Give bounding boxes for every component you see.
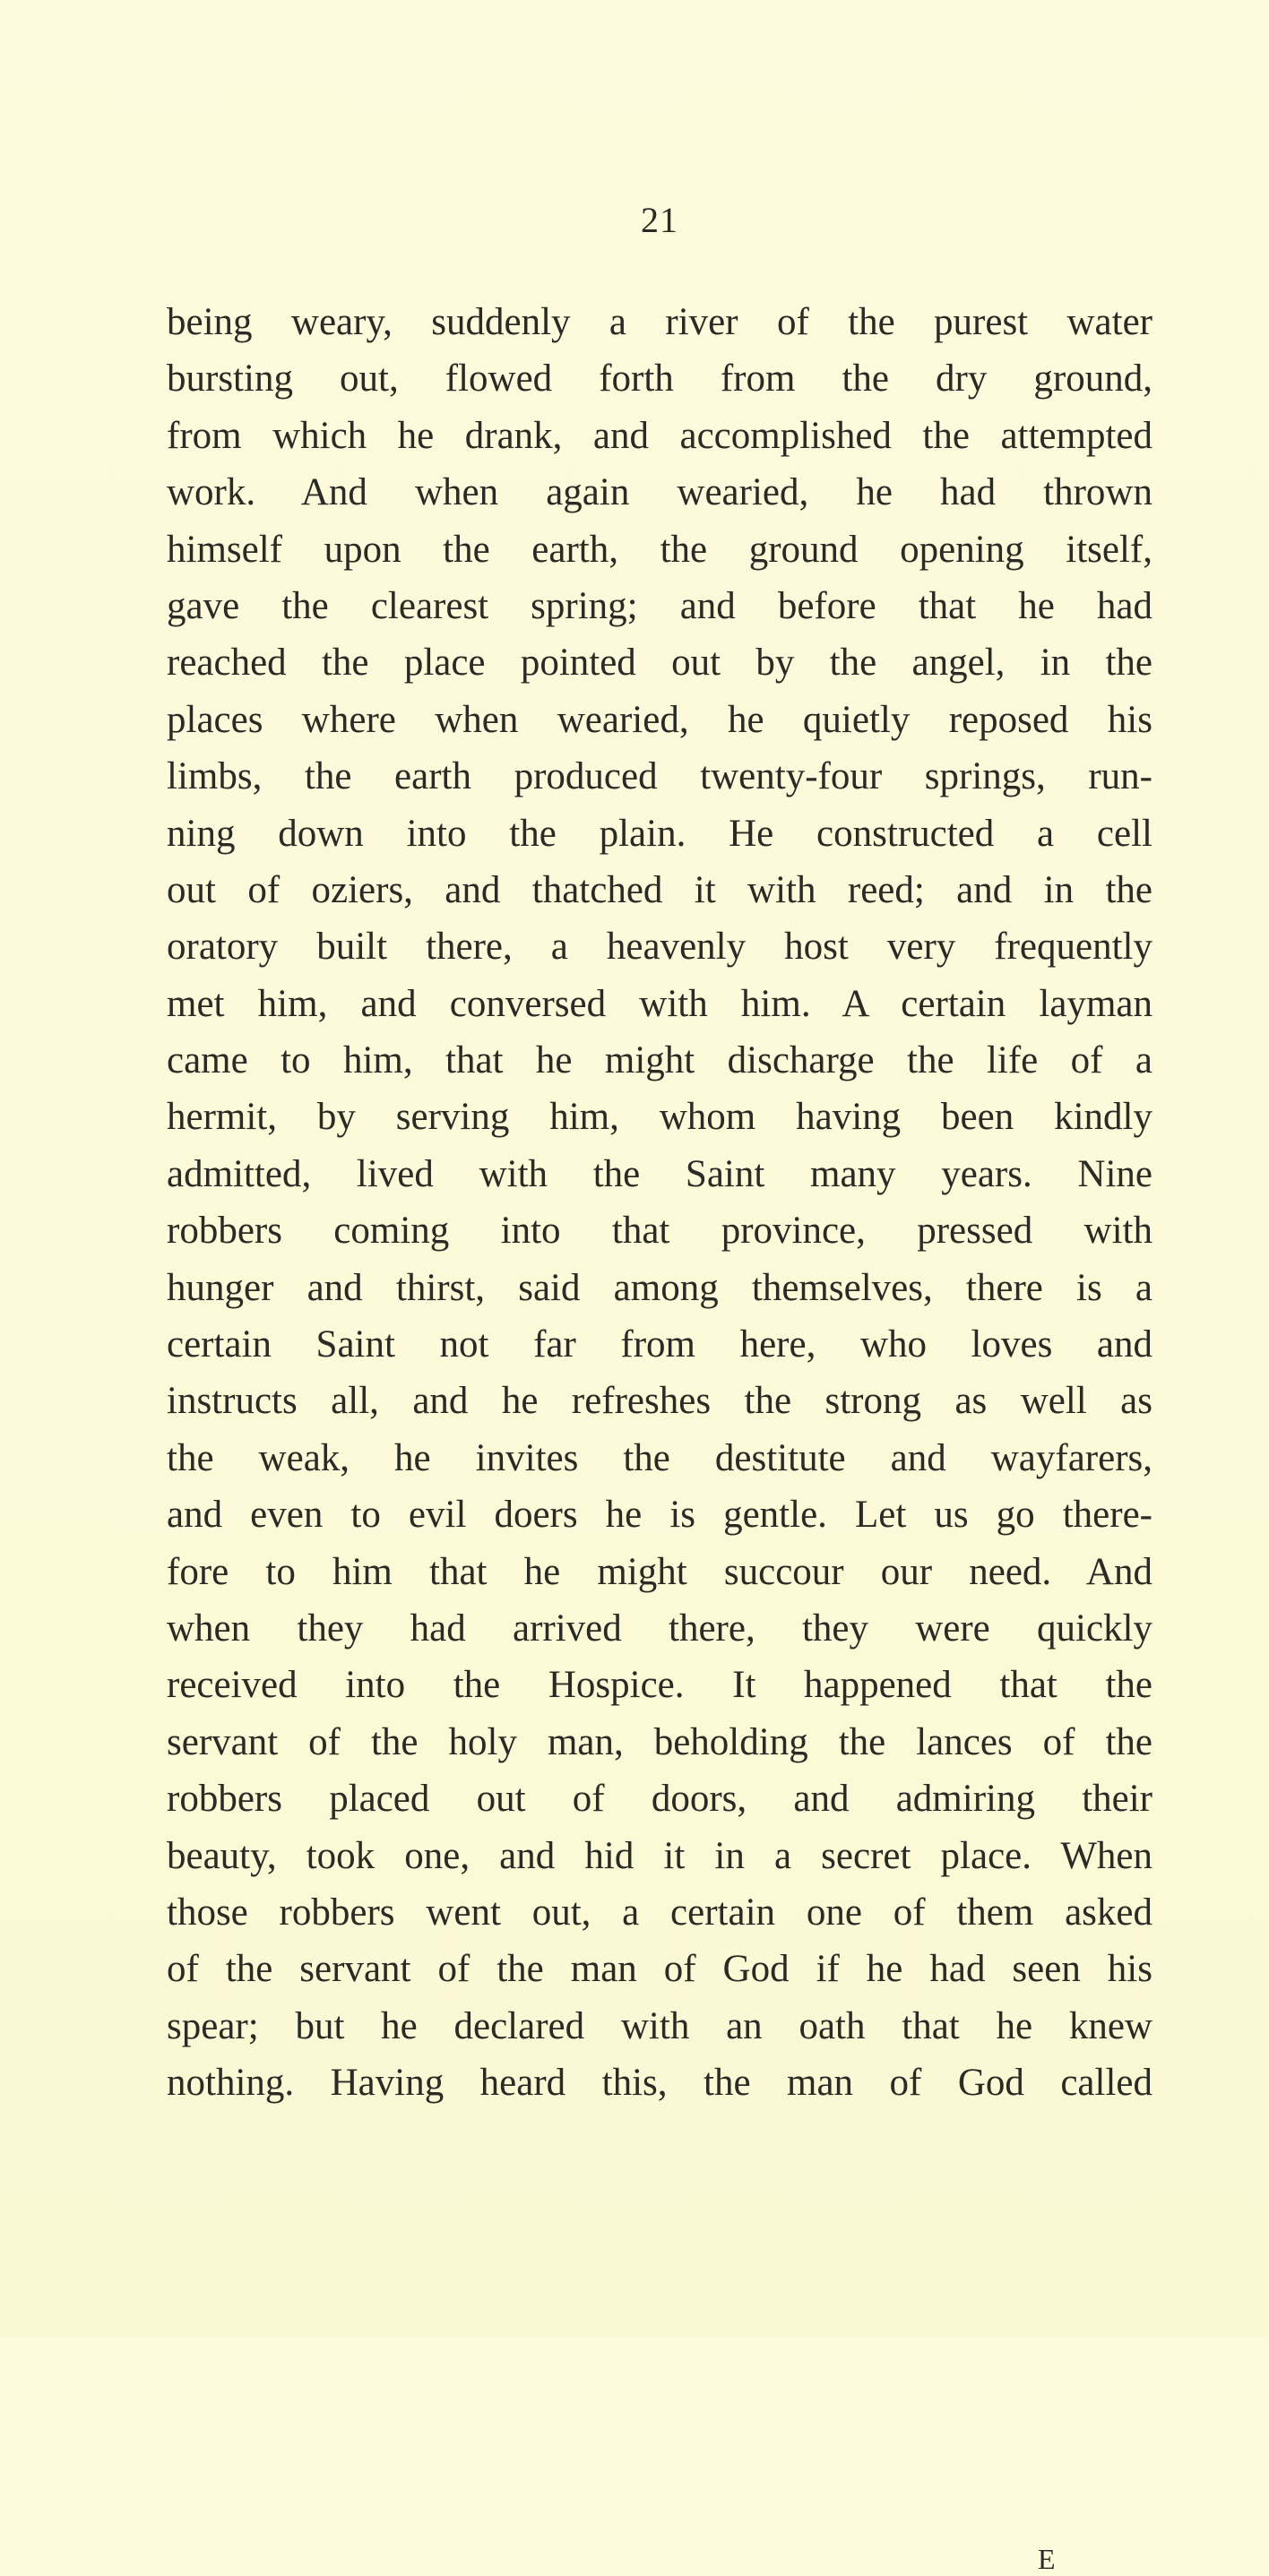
text-line: received into the Hospice. It happened that the xyxy=(167,1664,1152,1707)
text-line: certain Saint not far from here, who loves and xyxy=(167,1323,1152,1366)
text-line: fore to him that he might succour our need. And xyxy=(167,1550,1152,1593)
text-line: reached the place pointed out by the angel, in the xyxy=(167,642,1152,685)
body-text xyxy=(167,294,1152,2112)
text-line: being weary, suddenly a river of the purest water xyxy=(167,301,1152,343)
page-number: 21 xyxy=(641,200,678,240)
signature-mark: E xyxy=(1038,2543,1056,2575)
text-line: nothing. Having heard this, the man of God called xyxy=(167,2062,1152,2105)
text-line: robbers placed out of doors, and admiring their xyxy=(167,1778,1152,1821)
text-line: the weak, he invites the destitute and wayfarers, xyxy=(167,1436,1152,1479)
text-line: ning down into the plain. He constructed a cell xyxy=(167,812,1152,855)
text-line: servant of the holy man, beholding the lances of the xyxy=(167,1720,1152,1763)
text-line: himself upon the earth, the ground opening itself, xyxy=(167,528,1152,571)
text-line: gave the clearest spring; and before that he had xyxy=(167,584,1152,627)
text-line: from which he drank, and accomplished the attempted xyxy=(167,414,1152,457)
text-line: oratory built there, a heavenly host very frequently xyxy=(167,926,1152,969)
text-line: bursting out, flowed forth from the dry ground, xyxy=(167,358,1152,401)
text-line: limbs, the earth produced twenty-four springs, run- xyxy=(167,755,1152,798)
text-line: hunger and thirst, said among themselves, there is a xyxy=(167,1266,1152,1309)
text-line: admitted, lived with the Saint many years. Nine xyxy=(167,1152,1152,1195)
text-line: beauty, took one, and hid it in a secret place. When xyxy=(167,1834,1152,1877)
text-line: places where when wearied, he quietly reposed his xyxy=(167,698,1152,741)
text-line: of the servant of the man of God if he had seen his xyxy=(167,1948,1152,1991)
text-line: met him, and conversed with him. A certain layman xyxy=(167,982,1152,1025)
text-line: those robbers went out, a certain one of them asked xyxy=(167,1891,1152,1934)
text-line: came to him, that he might discharge the life of a xyxy=(167,1039,1152,1082)
text-line: work. And when again wearied, he had thrown xyxy=(167,471,1152,514)
text-line: when they had arrived there, they were quickly xyxy=(167,1607,1152,1650)
text-line: spear; but he declared with an oath that he knew xyxy=(167,2004,1152,2047)
text-line: and even to evil doers he is gentle. Let us go there- xyxy=(167,1494,1152,1537)
text-line: instructs all, and he refreshes the strong as well as xyxy=(167,1380,1152,1423)
text-line: robbers coming into that province, pressed with xyxy=(167,1210,1152,1253)
text-line: hermit, by serving him, whom having been kindly xyxy=(167,1096,1152,1139)
text-line: out of oziers, and thatched it with reed; and in the xyxy=(167,868,1152,911)
